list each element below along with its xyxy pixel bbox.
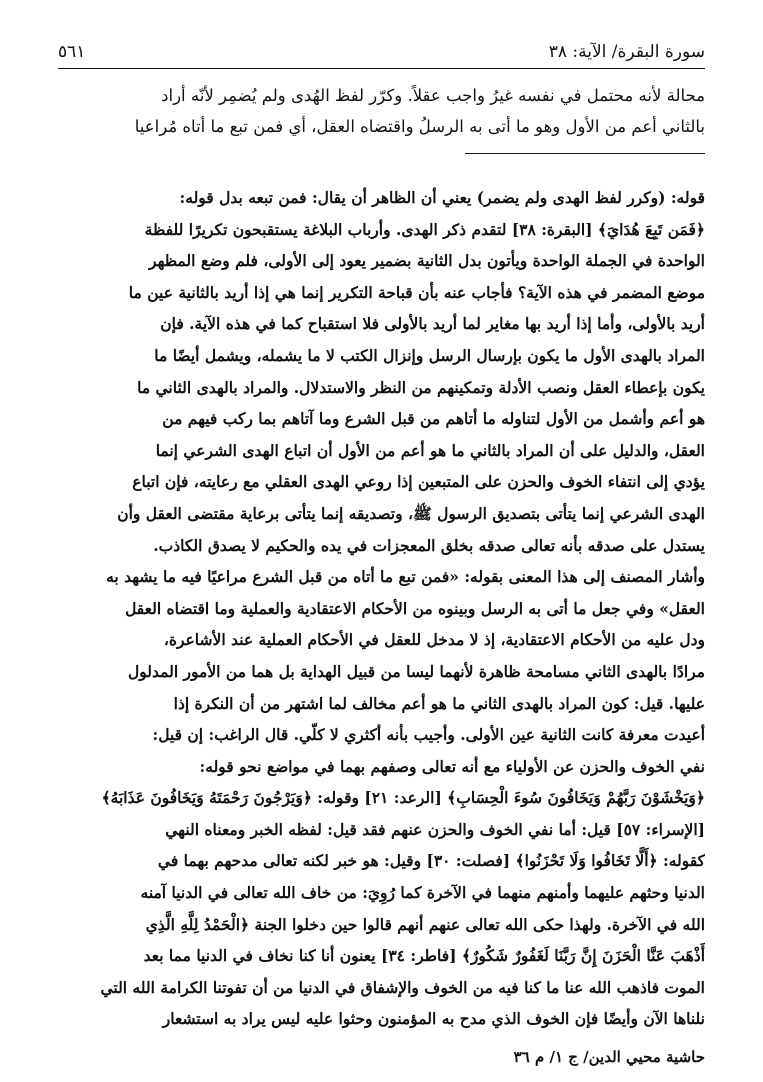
note-line: العقل، والدليل على أن المراد بالثاني ما هو أعم من الأول أن اتباع الهدى الشرعي إنما	[155, 440, 705, 460]
note-line: أَذْهَبَ عَنَّا الْحَزَنَ إِنَّ رَبَّنَا لَغَفُورٌ شَكُورٌ﴾ [فاطر: ٣٤] يعنون أنا كنا نخاف في الدنيا مما بعد	[143, 946, 705, 966]
note-line: [الإسراء: ٥٧] قيل: أما نفي الخوف والحزن عنهم فقد قيل: لفظه الخبر ومعناه النهي	[165, 819, 705, 839]
page-number: ٥٦١	[58, 42, 86, 62]
note-line: الهدى الشرعي إنما يتأتى بتصديق الرسول ﷺ، وتصديقه إنما يتأتى برعاية مقتضى العقل وأن	[117, 503, 705, 523]
note-line: الدنيا وحثهم عليهما وأمنهم منهما في الآخرة كما رُوِيَ: من خاف الله تعالى في الدنيا آمنه	[140, 883, 705, 903]
note-line: العقل» وفي جعل ما أتى به الرسل وبينوه من الأحكام الاعتقادية والعملية وما اقتضاه العقل	[125, 598, 705, 618]
note-line: المراد بالهدى الأول ما يكون بإرسال الرسل وإنزال الكتب لا ما يشمله، ويشمل أيضًا ما	[154, 345, 705, 365]
note-line: مرادًا بالهدى الثاني مسامحة ظاهرة لأنهما ليسا من قبيل الهداية بل هما من الأمور المدلول	[128, 661, 705, 681]
note-line: نفي الخوف والحزن عن الأولياء مع أنه تعالى وصفهم بهما في مواضع نحو قوله:	[199, 756, 705, 776]
note-line: كقوله: ﴿أَلَّا تَخَافُوا وَلَا تَحْزَنُوا﴾ [فصلت: ٣٠] وقيل: هو خبر لكنه تعالى مدحهم بهما في	[157, 851, 705, 871]
note-line: يؤدي إلى انتفاء الخوف والحزن على المتبعين إذا روعي الهدى العقلي مع رعايته، فإن اتباع	[132, 472, 705, 492]
main-text	[58, 80, 705, 142]
footer-signature: حاشية محيي الدين/ ج ١/ م ٣٦	[513, 1048, 705, 1066]
note-line: الله في الآخرة. ولهذا حكى الله تعالى عنهم أنهم قالوا حين دخلوا الجنة ﴿الْحَمْدُ لِلَّهِ الَّذِي	[145, 914, 705, 934]
main-text-line: محالة لأنه محتمل في نفسه غيرُ واجب عقلاً. وكرّر لفظ الهُدى ولم يُضمِر لأنّه أراد	[161, 86, 705, 105]
note-line: نلناها الآن وأيضًا فإن الخوف الذي مدح به المؤمنون وحثوا عليه ليس يراد به استشعار	[162, 1009, 705, 1029]
note-line: الموت فاذهب الله عنا ما كنا فيه من الخوف والإشفاق في الدنيا من أن تفوتنا الكرامة الله التي	[100, 977, 705, 997]
note-line: الواحدة في الجملة الواحدة ويأتون بدل الثانية بضمير يعود إلى الأولى، فلم وضع المظهر	[149, 251, 705, 271]
note-line: هو أعم وأشمل من الأول لتناوله ما أتاهم من قبل الشرع وما آتاهم بما ركب فيهم من	[162, 409, 705, 429]
header-title: سورة البقرة/ الآية: ٣٨	[548, 42, 705, 62]
running-header	[58, 36, 705, 69]
note-line: أريد بالأولى، وأما إذا أريد بها مغاير لما أريد بالأولى فلا استقباح كما في هذه الآية. فإن	[160, 314, 705, 334]
main-text-line: بالثاني أعم من الأول وهو ما أتى به الرسلُ واقتضاه العقل، أي فمن تبع ما أتاه مُراعيا	[134, 117, 705, 136]
note-line: ودل عليه من الأحكام الاعتقادية، إذ لا مدخل للعقل في الأحكام العملية عند الأشاعرة،	[163, 630, 705, 650]
note-line: قوله: (وكرر لفظ الهدى ولم يضمر) يعني أن الظاهر أن يقال: فمن تبعه بدل قوله:	[179, 188, 705, 207]
note-line: موضع المضمر في هذه الآية؟ فأجاب عنه بأن قباحة التكرير إنما هي إذا أريد بالثانية عين ما	[128, 282, 705, 302]
note-line: يكون بإعطاء العقل ونصب الأدلة وتمكينهم من النظر والاستدلال. والمراد بالهدى الثاني ما	[137, 377, 705, 397]
note-line: وأشار المصنف إلى هذا المعنى بقوله: «فمن تبع ما أتاه من قبل الشرع مراعيًا فيه ما يشهد به	[106, 567, 705, 587]
note-line: أعيدت معرفة كانت الثانية عين الأولى. وأجيب بأنه أكثري لا كلّي. قال الراغب: إن قيل:	[152, 725, 705, 745]
note-line: ﴿فَمَن تَبِعَ هُدَايَ﴾ [البقرة: ٣٨] لتقدم ذكر الهدى. وأرباب البلاغة يستقبحون تكريرًا للفظة	[144, 219, 705, 239]
footnote-divider	[465, 153, 705, 154]
commentary-notes	[58, 182, 705, 1035]
note-line: عليها. قيل: كون المراد بالهدى الثاني ما هو أعم مخالف لما اشتهر من أن النكرة إذا	[173, 693, 705, 713]
note-line: ﴿وَيَخْشَوْنَ رَبَّهُمْ وَيَخَافُونَ سُوءَ الْحِسَابِ﴾ [الرعد: ٢١] وقوله: ﴿وَيَرْجُونَ رَحْمَتَهُ وَيَخَافُونَ عَذَابَهُ﴾	[101, 788, 705, 808]
note-line: يستدل على صدقه بأنه تعالى صدقه بخلق المعجزات في يده والحكيم لا يصدق الكاذب.	[153, 535, 705, 555]
